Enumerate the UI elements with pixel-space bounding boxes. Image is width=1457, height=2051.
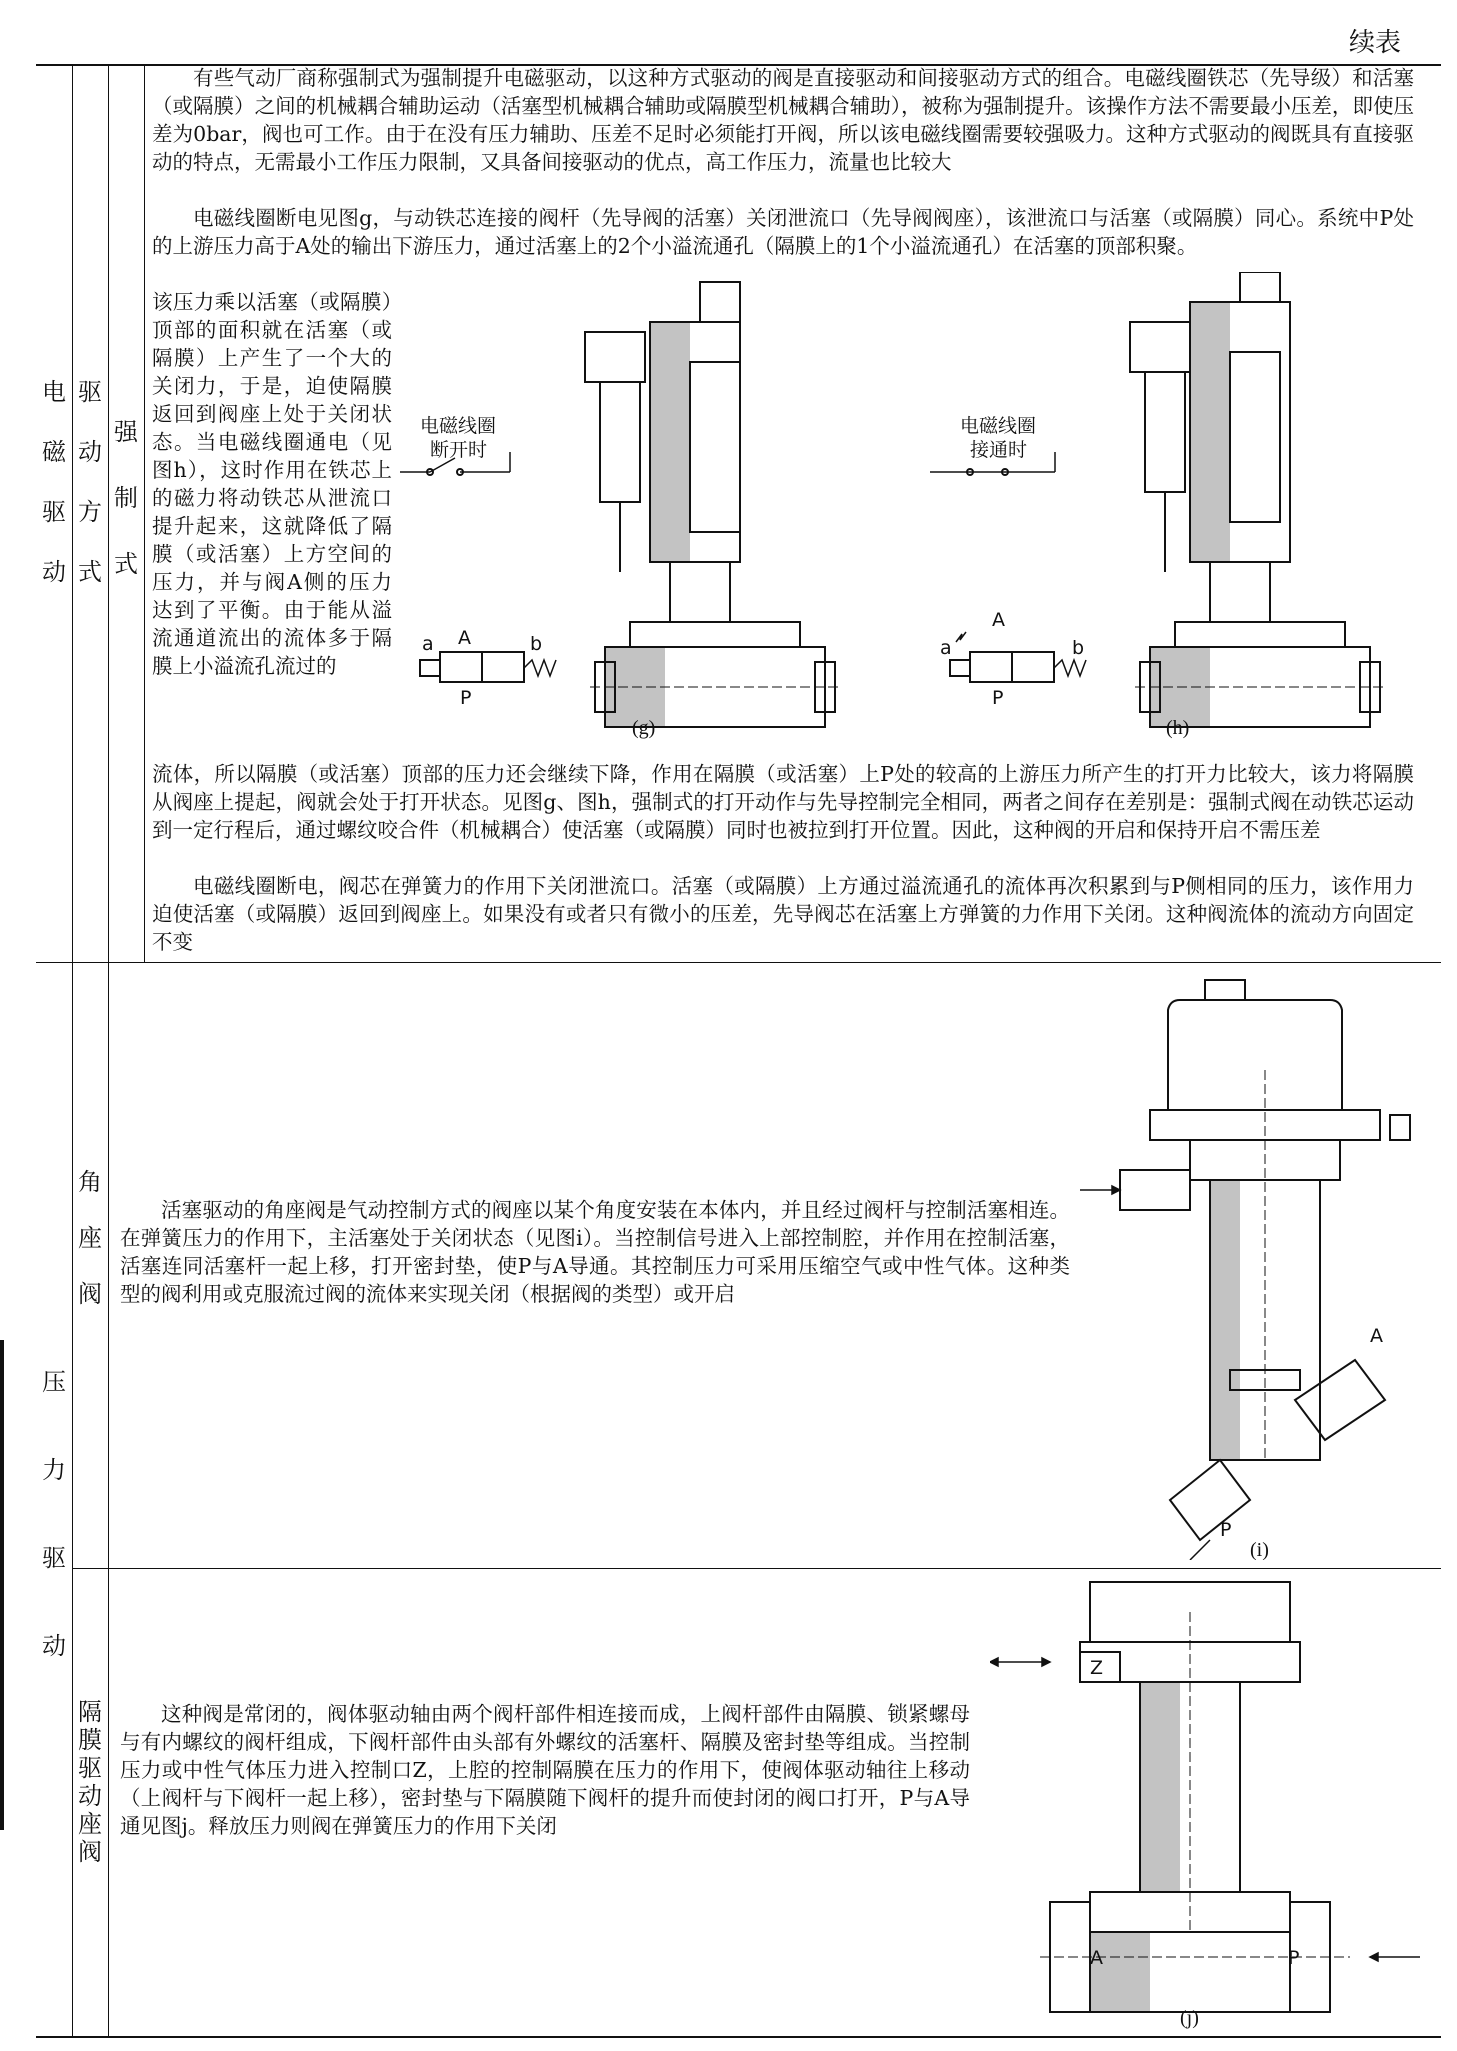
fig-h-port-A: A [992, 609, 1005, 631]
para-opening: 流体，所以隔膜（或活塞）顶部的压力还会继续下降，作用在隔膜（或活塞）上P处的较高的上游压力所产生的打开力比较大，该力将隔膜从阀座上提起，阀就会处于打开状态。见图g、图h，强制式的打开动作与先导控制完全相同，两者之间存在差别是：强制式阀在动铁芯运动到一定行程后，通过螺纹咬合件（机械耦合）使活塞（或隔膜）同时也被拉到打开位置。因此，这种阀的开启和保持开启不需压差 [152, 762, 1414, 842]
fig-g-a: a [422, 633, 434, 655]
fig-g-label-state: 断开时 [430, 439, 488, 461]
diaphragm-seat-valve-label: 隔 膜 驱 动 座 阀 [78, 1698, 102, 1866]
col-line-2 [108, 64, 109, 2036]
section-label-1: 电 磁 驱 动 [42, 378, 66, 586]
para-angle-seat-valve: 活塞驱动的角座阀是气动控制方式的阀座以某个角度安装在本体内，并且经过阀杆与控制活塞相连。在弹簧压力的作用下，主活塞处于关闭状态（见图i）。当控制信号进入上部控制腔，并作用在控制活塞，活塞连同活塞杆一起上移，打开密封垫，使P与A导通。其控制压力可采用压缩空气或中性气体。这种类型的阀利用或克服流过阀的流体来实现关闭（根据阀的类型）或开启 [120, 1198, 1070, 1306]
fig-i-port-P: P [1220, 1519, 1232, 1541]
fig-g-port-A: A [458, 627, 471, 649]
para-side: 该压力乘以活塞（或隔膜）顶部的面积就在活塞（或隔膜）上产生了一个大的关闭力，于是，迫使隔膜返回到阀座上处于关闭状态。当电磁线圈通电（见图h），这时作用在铁芯上的磁力将动铁芯从泄流口提升起来，这就降低了隔膜（或活塞）上方空间的压力，并与阀A侧的压力达到了平衡。由于能从溢流通道流出的流体多于隔膜上小溢流孔流过的 [152, 290, 392, 678]
fig-g-label-coil: 电磁线圈 [420, 415, 497, 437]
fig-h-label-coil: 电磁线圈 [960, 415, 1037, 437]
para-deenergized: 电磁线圈断电见图g，与动铁芯连接的阀杆（先导阀的活塞）关闭泄流口（先导阀阀座），该泄流口与活塞（或隔膜）同心。系统中P处的上游压力高于A处的输出下游压力，通过活塞上的2个小溢流通孔（隔膜上的1个小溢流通孔）在活塞的顶部积聚。 [152, 206, 1414, 258]
fig-g-caption: (g) [632, 717, 656, 739]
row-divider [72, 1568, 1441, 1569]
fig-j-caption: (j) [1180, 2007, 1199, 2029]
fig-h-port-P: P [992, 687, 1004, 709]
fig-g-port-P: P [460, 687, 472, 709]
left-bar [0, 1340, 4, 1830]
section-divider [36, 962, 1441, 963]
fig-j-port-A: A [1090, 1947, 1103, 1969]
fig-i-caption: (i) [1250, 1539, 1269, 1560]
drive-mode-label: 驱 动 方 式 [78, 378, 102, 586]
figure-j-diaphragm-valve [990, 1572, 1430, 2032]
fig-h-a: a [940, 637, 952, 659]
figure-g-valve-deenergized [400, 272, 870, 762]
fig-h-label-state: 接通时 [970, 439, 1028, 461]
para-diaphragm-seat-valve: 这种阀是常闭的，阀体驱动轴由两个阀杆部件相连接而成，上阀杆部件由隔膜、锁紧螺母与有内螺纹的阀杆组成，下阀杆部件由头部有外螺纹的活塞杆、隔膜及密封垫等组成。当控制压力或中性气体压力进入控制口Z，上腔的控制隔膜在压力的作用下，使阀体驱动轴往上移动（上阀杆与下阀杆一起上移），密封垫与下隔膜随下阀杆的提升而使封闭的阀口打开，P与A导通见图j。释放压力则阀在弹簧压力的作用下关闭 [120, 1702, 970, 1838]
figure-i-angle-seat-valve [1080, 970, 1440, 1560]
angle-seat-valve-label: 角 座 阀 [78, 1168, 102, 1308]
forced-type-label: 强 制 式 [114, 418, 138, 578]
fig-h-caption: (h) [1166, 717, 1190, 739]
fig-i-port-A: A [1370, 1325, 1383, 1347]
fig-g-b: b [530, 633, 543, 655]
continued-table-label: 续表 [1348, 28, 1401, 58]
table-bottom-rule [36, 2036, 1441, 2038]
para-closing: 电磁线圈断电，阀芯在弹簧力的作用下关闭泄流口。活塞（或隔膜）上方通过溢流通孔的流体再次积累到与P侧相同的压力，该作用力迫使活塞（或隔膜）返回到阀座上。如果没有或者只有微小的压差，先导阀芯在活塞上方弹簧的力作用下关闭。这种阀流体的流动方向固定不变 [152, 874, 1414, 954]
figure-h-valve-energized [930, 272, 1420, 762]
section-label-2: 压 力 驱 动 [42, 1368, 66, 1660]
fig-j-port-P: P [1288, 1947, 1300, 1969]
fig-h-b: b [1072, 637, 1085, 659]
para-forced-intro: 有些气动厂商称强制式为强制提升电磁驱动，以这种方式驱动的阀是直接驱动和间接驱动方式的组合。电磁线圈铁芯（先导级）和活塞（或隔膜）之间的机械耦合辅助运动（活塞型机械耦合辅助或隔膜型机械耦合辅助），被称为强制提升。该操作方法不需要最小压差，即使压差为0bar，阀也可工作。由于在没有压力辅助、压差不足时必须能打开阀，所以该电磁线圈需要较强吸力。这种方式驱动的阀既具有直接驱动的特点，无需最小工作压力限制，又具备间接驱动的优点，高工作压力，流量也比较大 [152, 66, 1414, 174]
fig-j-port-Z: Z [1090, 1657, 1104, 1679]
col-line-3 [144, 64, 145, 962]
